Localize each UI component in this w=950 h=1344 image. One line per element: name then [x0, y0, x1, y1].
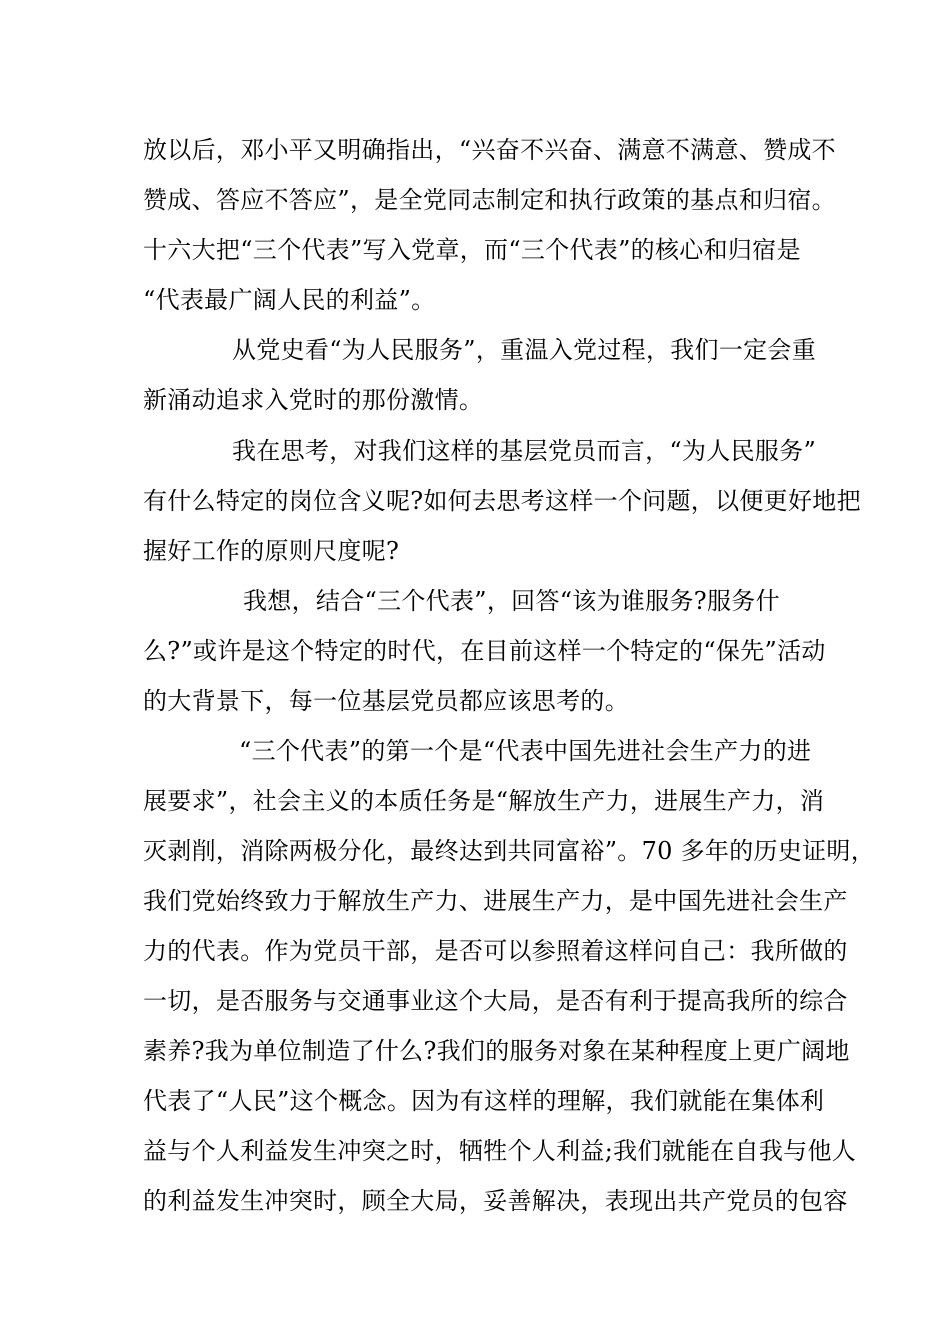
- text-line: 有什么特定的岗位含义呢?如何去思考这样一个问题，以便更好地把: [143, 487, 861, 515]
- text-line: 灭剥削，消除两极分化，最终达到共同富裕”。70 多年的历史证明，: [143, 837, 876, 865]
- text-line: 么?”或许是这个特定的时代，在目前这样一个特定的“保先”活动: [143, 637, 826, 665]
- text-line: 的大背景下，每一位基层党员都应该思考的。: [143, 687, 629, 715]
- text-line: 益与个人利益发生冲突之时，牺牲个人利益;我们就能在自我与他人: [143, 1137, 857, 1165]
- text-line: 我在思考，对我们这样的基层党员而言，“为人民服务”: [232, 437, 817, 465]
- text-line: 放以后，邓小平又明确指出，“兴奋不兴奋、满意不满意、赞成不: [143, 136, 836, 164]
- text-line: 从党史看“为人民服务”，重温入党过程，我们一定会重: [232, 336, 817, 364]
- text-line: 我想，结合“三个代表”，回答“该为谁服务?服务什: [243, 587, 780, 615]
- text-line: 十六大把“三个代表”写入党章，而“三个代表”的核心和归宿是: [143, 236, 801, 264]
- text-line: 我们党始终致力于解放生产力、进展生产力，是中国先进社会生产: [143, 887, 848, 915]
- text-line: 握好工作的原则尺度呢?: [143, 537, 400, 565]
- text-line: 一切，是否服务与交通事业这个大局，是否有利于提高我所的综合: [143, 987, 848, 1015]
- text-line: 力的代表。作为党员干部，是否可以参照着这样问自己：我所做的: [143, 937, 848, 965]
- text-line: 代表了“人民”这个概念。因为有这样的理解，我们就能在集体利: [143, 1087, 825, 1115]
- text-line: “三个代表”的第一个是“代表中国先进社会生产力的进: [239, 737, 812, 765]
- text-line: 素养?我为单位制造了什么?我们的服务对象在某种程度上更广阔地: [143, 1037, 850, 1065]
- text-line: 新涌动追求入党时的那份激情。: [143, 386, 484, 414]
- text-line: 的利益发生冲突时，顾全大局，妥善解决，表现出共产党员的包容: [143, 1187, 848, 1215]
- text-line: 赞成、答应不答应”，是全党同志制定和执行政策的基点和归宿。: [143, 186, 836, 214]
- text-line: 展要求”，社会主义的本质任务是“解放生产力，进展生产力，消: [143, 787, 825, 815]
- text-line: “代表最广阔人民的利益”。: [143, 286, 436, 314]
